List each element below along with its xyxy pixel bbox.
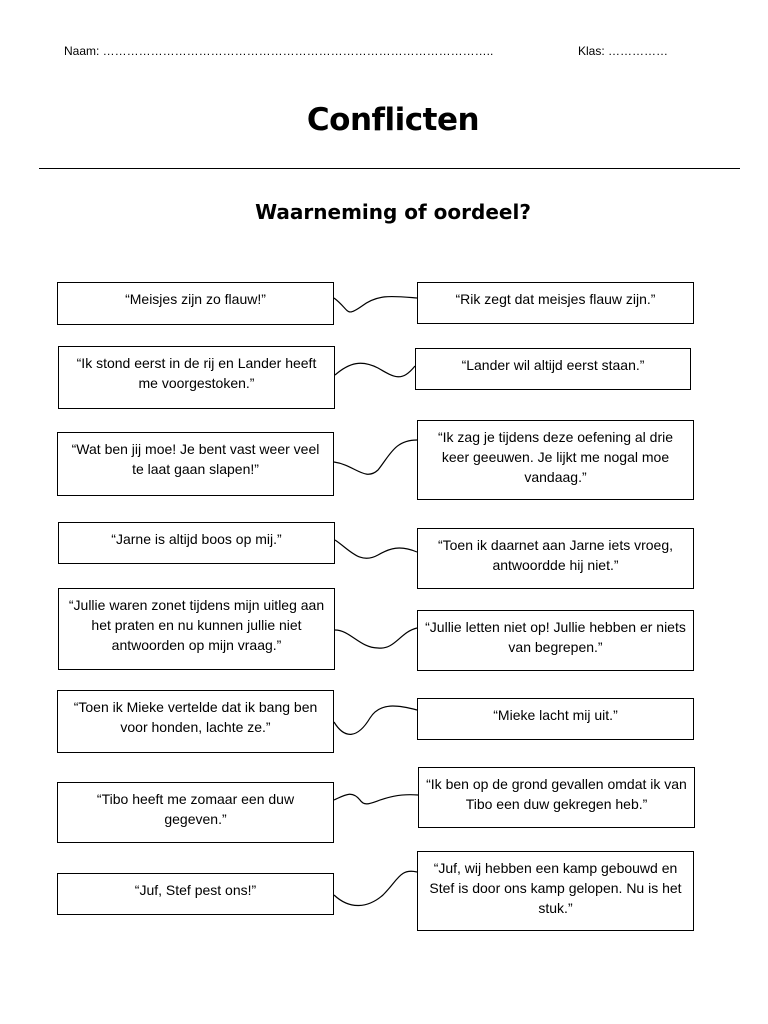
right-statement-8: “Juf, wij hebben een kamp gebouwd en Stef is door ons kamp gelopen. Nu is het stuk.” [417, 851, 694, 931]
left-statement-1: “Meisjes zijn zo flauw!” [57, 282, 334, 325]
left-statement-7: “Tibo heeft me zomaar een duw gegeven.” [57, 782, 334, 843]
right-statement-7: “Ik ben op de grond gevallen omdat ik van Tibo een duw gekregen heb.” [418, 767, 695, 828]
connector-line-5 [335, 628, 417, 648]
right-statement-6: “Mieke lacht mij uit.” [417, 698, 694, 740]
right-statement-2: “Lander wil altijd eerst staan.” [415, 348, 691, 390]
connector-line-7 [334, 794, 418, 804]
left-statement-3: “Wat ben jij moe! Je bent vast weer veel te laat gaan slapen!” [57, 432, 334, 496]
connector-line-2 [335, 363, 415, 377]
page-title: Conflicten [306, 102, 480, 138]
right-statement-4: “Toen ik daarnet aan Jarne iets vroeg, antwoordde hij niet.” [417, 528, 694, 589]
connector-line-8 [334, 871, 417, 905]
name-field-label: Naam: …………………………………………………………………………………….. [64, 44, 494, 58]
connector-line-4 [335, 540, 417, 558]
connector-line-6 [334, 706, 417, 734]
right-statement-1: “Rik zegt dat meisjes flauw zijn.” [417, 282, 694, 324]
connector-line-1 [334, 296, 417, 311]
left-statement-2: “Ik stond eerst in de rij en Lander heeft me voorgestoken.” [58, 346, 335, 409]
class-field-label: Klas: …………… [578, 44, 669, 58]
left-statement-8: “Juf, Stef pest ons!” [57, 873, 334, 915]
right-statement-5: “Jullie letten niet op! Jullie hebben er niets van begrepen.” [417, 610, 694, 671]
left-statement-5: “Jullie waren zonet tijdens mijn uitleg aan het praten en nu kunnen jullie niet antwoorden op mijn vraag.” [58, 588, 335, 670]
connector-line-3 [334, 440, 417, 474]
section-title: Waarneming of oordeel? [255, 200, 531, 224]
right-statement-3: “Ik zag je tijdens deze oefening al drie keer geeuwen. Je lijkt me nogal moe vandaag.” [417, 420, 694, 500]
left-statement-4: “Jarne is altijd boos op mij.” [58, 522, 335, 564]
left-statement-6: “Toen ik Mieke vertelde dat ik bang ben voor honden, lachte ze.” [57, 690, 334, 753]
